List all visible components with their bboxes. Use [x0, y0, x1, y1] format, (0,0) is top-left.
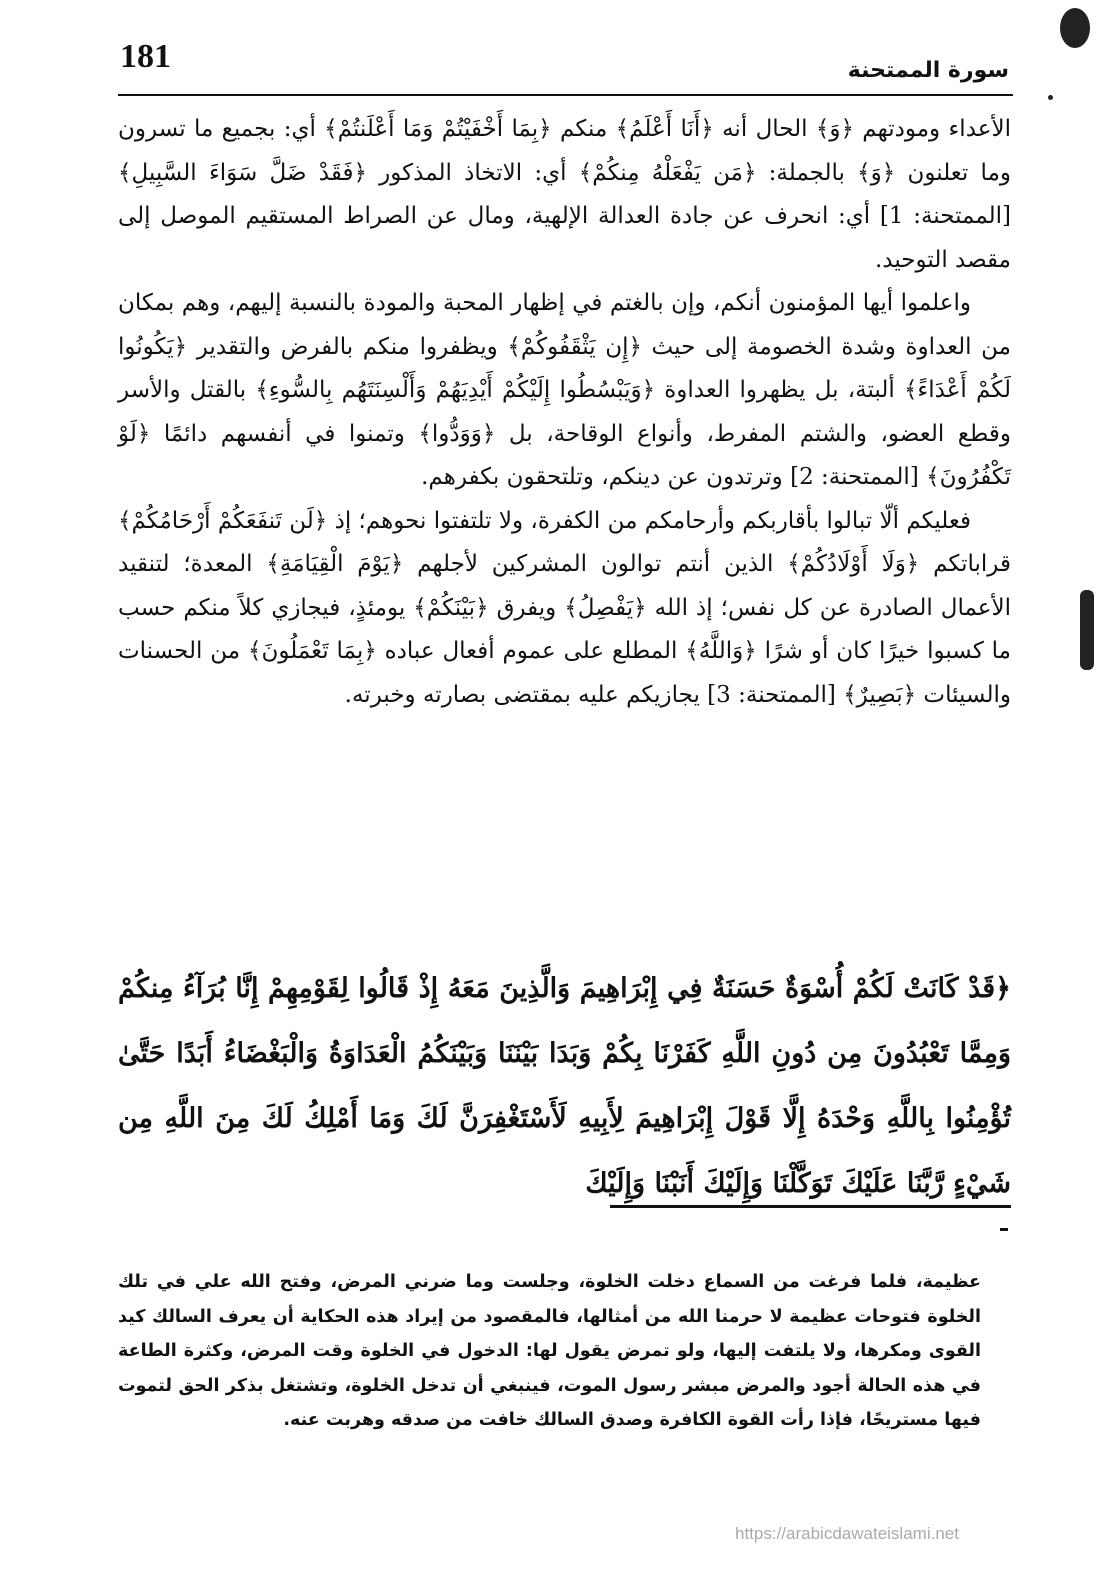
page-number: 181: [120, 38, 171, 75]
header-divider: [118, 94, 1013, 96]
scan-speck: [1060, 8, 1090, 48]
footnote: [118, 1265, 981, 1438]
scan-speck: [1048, 95, 1053, 100]
main-text: [118, 108, 1011, 717]
paragraph: فعليكم ألّا تبالوا بأقاربكم وأرحامكم من الكفرة، ولا تلتفتوا نحوهم؛ إذ ﴿لَن تَنفَعَكُمْ أَرْحَامُكُمْ﴾ قراباتكم ﴿وَلَا أَوْلَادُكُمْ﴾ الذين أنتم توالون المشركين لأجلهم ﴿يَوْمَ الْقِيَامَةِ﴾ المعدة؛ لتنقيد الأعمال الصادرة عن كل نفس؛ إذ الله ﴿يَفْصِلُ﴾ ويفرق ﴿بَيْنَكُمْ﴾ يومئذٍ، فيجازي كلاً منكم حسب ما كسبوا خيرًا كان أو شرًا ﴿وَاللَّهُ﴾ المطلع على عموم أفعال عباده ﴿بِمَا تَعْمَلُونَ﴾ من الحسنات والسيئات ﴿بَصِيرٌ﴾ [الممتحنة: 3] يجازيكم عليه بمقتضى بصارته وخبرته.: [118, 507, 1011, 708]
paragraph: الأعداء ومودتهم ﴿وَ﴾ الحال أنه ﴿أَنَا أَعْلَمُ﴾ منكم ﴿بِمَا أَخْفَيْتُمْ وَمَا أَعْلَنتُمْ﴾ أي: بجميع ما تسرون وما تعلنون ﴿وَ﴾ بالجملة: ﴿مَن يَفْعَلْهُ مِنكُمْ﴾ أي: الاتخاذ المذكور ﴿فَقَدْ ضَلَّ سَوَاءَ السَّبِيلِ﴾ [الممتحنة: 1] أي: انحرف عن جادة العدالة الإلهية، ومال عن الصراط المستقيم الموصل إلى مقصد التوحيد.: [118, 116, 1011, 273]
quran-verse-block: [118, 956, 1011, 1216]
surah-title: سورة الممتحنة: [847, 58, 1009, 83]
footnote-text: عظيمة، فلما فرغت من السماع دخلت الخلوة، وجلست وما ضرني المرض، وفتح الله علي في تلك الخلوة فتوحات عظيمة لا حرمنا الله من أمثالها، فالمقصود من إيراد هذه الحكاية أن يعرف السالك كيد القوى ومكرها، ولا يلتفت إليها، ولو تمرض يقول لها: الدخول في الخلوة وقت المرض، وكثرة الطاعة في هذه الحالة أجود والمرض مبشر رسول الموت، فينبغي أن تدخل الخلوة، وتشتغل بذكر الحق لتموت فيها مستريحًا، فإذا رأت القوة الكافرة وصدق السالك خافت من صدقه وهربت عنه.: [118, 1272, 981, 1430]
footnote-marker: [1000, 1228, 1008, 1231]
watermark-url: https://arabicdawateislami.net: [735, 1524, 959, 1543]
scan-speck: [1080, 590, 1094, 670]
footnote-divider: [610, 1205, 1011, 1208]
paragraph: واعلموا أيها المؤمنون أنكم، وإن بالغتم في إظهار المحبة والمودة بالنسبة إليهم، وهم بمكان من العداوة وشدة الخصومة إلى حيث ﴿إِن يَثْقَفُوكُمْ﴾ ويظفروا منكم بالفرض والتقدير ﴿يَكُونُوا لَكُمْ أَعْدَاءً﴾ ألبتة، بل يظهروا العداوة ﴿وَيَبْسُطُوا إِلَيْكُمْ أَيْدِيَهُمْ وَأَلْسِنَتَهُم بِالسُّوءِ﴾ بالقتل والأسر وقطع العضو، والشتم المفرط، وأنواع الوقاحة، بل ﴿وَوَدُّوا﴾ وتمنوا في أنفسهم دائمًا ﴿لَوْ تَكْفُرُونَ﴾ [الممتحنة: 2] وترتدون عن دينكم، وتلتحقون بكفرهم.: [118, 290, 1011, 490]
quran-verse: ﴿قَدْ كَانَتْ لَكُمْ أُسْوَةٌ حَسَنَةٌ فِي إِبْرَاهِيمَ وَالَّذِينَ مَعَهُ إِذْ قَالُوا لِقَوْمِهِمْ إِنَّا بُرَآءُ مِنكُمْ وَمِمَّا تَعْبُدُونَ مِن دُونِ اللَّهِ كَفَرْنَا بِكُمْ وَبَدَا بَيْنَنَا وَبَيْنَكُمُ الْعَدَاوَةُ وَالْبَغْضَاءُ أَبَدًا حَتَّىٰ تُؤْمِنُوا بِاللَّهِ وَحْدَهُ إِلَّا قَوْلَ إِبْرَاهِيمَ لِأَبِيهِ لَأَسْتَغْفِرَنَّ لَكَ وَمَا أَمْلِكُ لَكَ مِنَ اللَّهِ مِن شَيْءٍ رَّبَّنَا عَلَيْكَ تَوَكَّلْنَا وَإِلَيْكَ أَنَبْنَا وَإِلَيْكَ: [118, 973, 1011, 1199]
